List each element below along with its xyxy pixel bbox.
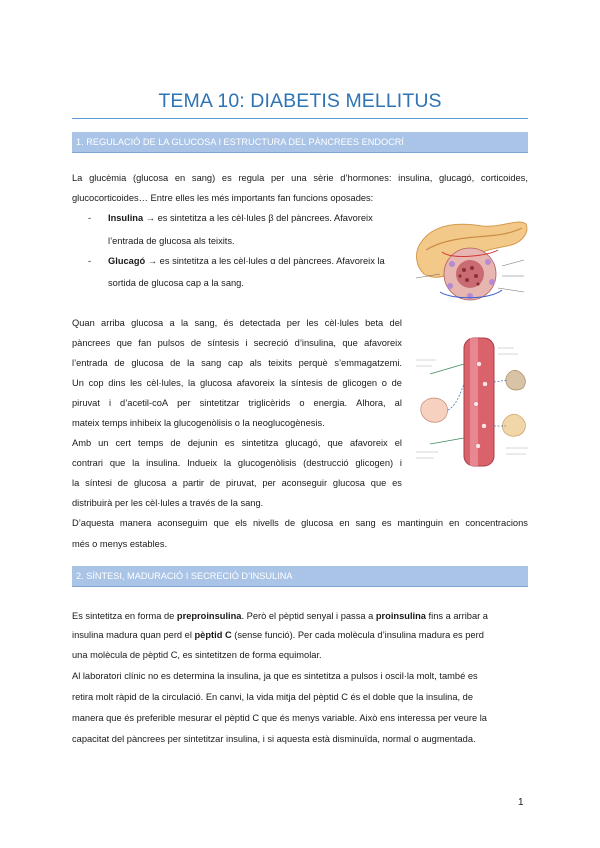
p2-line-1-text-word: a xyxy=(169,318,175,328)
p2-line-9-text-word: piruvat, xyxy=(226,478,257,488)
pancreas-illustration xyxy=(412,204,530,312)
p3-line-1-text-word: de xyxy=(284,518,296,528)
p2-line-2-text-word: pàncrees xyxy=(72,338,111,348)
p2-line-4-text-word: cop xyxy=(88,378,104,388)
p2-line-4-text-word: la xyxy=(279,378,287,388)
p2-line-4-text-word: afavoreix xyxy=(236,378,275,388)
p2-line-9-text-word: de xyxy=(209,478,221,488)
p2-line-10: distribuirà per les cèl·lules a través de la sang. xyxy=(72,498,264,508)
p2-line-3 xyxy=(72,358,402,368)
s1-line-1-text-word: glucagó, xyxy=(439,173,475,183)
p2-line-1-text-word: beta xyxy=(365,318,384,328)
s2-l1e: fins a arribar a xyxy=(425,611,488,621)
p3-line-2: més o menys estables. xyxy=(72,539,168,549)
bullet-insulina-term: Insulina xyxy=(108,213,144,223)
p2-line-1-text-word: glucosa xyxy=(131,318,164,328)
p2-line-9-text-word: partir xyxy=(182,478,205,488)
term-peptid-c: pèptid C xyxy=(194,630,232,640)
p2-line-5 xyxy=(72,398,402,408)
s2-line-4: Al laboratori clínic no es determina la insulina, ja que es sintetitza a pulsos i oscil·la molt, també es xyxy=(72,671,478,681)
s2-l1c: . Però el pèptid senyal i passa a xyxy=(241,611,376,621)
p2-line-3-text-word: de xyxy=(170,358,181,368)
p2-line-3-text-word: cap xyxy=(227,358,243,368)
p3-line-1-text-word: mantinguin xyxy=(397,518,444,528)
p2-line-7-text-word: glucagó, xyxy=(285,438,321,448)
p2-line-2-text-word: fan xyxy=(138,338,152,348)
section-2-heading: 2. SÍNTESI, MADURACIÓ I SECRECIÓ D’INSULINA xyxy=(72,566,528,587)
s2-line-3: una molècula de pèptid C, es sintetitzen de forma equimolar. xyxy=(72,650,322,660)
p2-line-3-text-word: la xyxy=(187,358,195,368)
p2-line-9-text-word: de xyxy=(117,478,129,488)
p2-line-9-text-word: síntesi xyxy=(85,478,112,488)
p2-line-8-text-word: (destrucció xyxy=(303,458,349,468)
p2-line-3-text-word: sang xyxy=(201,358,222,368)
p2-line-1-text-word: arriba xyxy=(101,318,125,328)
p2-line-9 xyxy=(72,478,402,488)
p2-line-1-text-word: detectada xyxy=(239,318,281,328)
p2-line-5-text-word: Alhora, xyxy=(356,398,386,408)
p3-line-1-text-word: en xyxy=(339,518,350,528)
p2-line-2-text-word: que xyxy=(116,338,133,348)
p3-line-1 xyxy=(72,518,528,528)
s2-line-2 xyxy=(72,630,484,640)
s1-line-1-text-word: en xyxy=(174,173,186,183)
s1-line-1-text-word: sang) xyxy=(191,173,216,183)
p2-line-8-text-word: i xyxy=(399,458,402,468)
p2-line-1 xyxy=(72,318,402,328)
p2-line-8-text-word: que xyxy=(109,458,126,468)
s2-l2a: insulina madura quan perd el xyxy=(72,630,195,640)
p3-line-1-text-word: sang xyxy=(355,518,376,528)
p2-line-8-text-word: insulina. xyxy=(146,458,181,468)
p2-line-2-text-word: d’insulina, xyxy=(294,338,337,348)
p2-line-4-text-word: de xyxy=(391,378,402,388)
page-title: TEMA 10: DIABETIS MELLITUS xyxy=(158,90,442,112)
p2-line-3-text-word: als xyxy=(249,358,262,368)
s1-line-1-text-word: una xyxy=(291,173,307,183)
s1-line-1 xyxy=(72,173,528,183)
p2-line-8-text-word: la xyxy=(132,458,140,468)
p3-line-1-text-word: concentracions xyxy=(465,518,528,528)
p2-line-4-text-word: les xyxy=(130,378,142,388)
p2-line-9-text-word: glucosa xyxy=(332,478,365,488)
p2-line-4-text-word: Un xyxy=(72,378,84,388)
p2-line-7-text-word: afavoreix xyxy=(349,438,388,448)
p2-line-1-text-word: Quan xyxy=(72,318,95,328)
s1-line-2: glucocorticoides… Entre elles les més importants fan funcions oposades: xyxy=(72,193,374,203)
p2-line-4-text-word: o xyxy=(381,378,387,388)
bullet-insulina-cont: l’entrada de glucosa als teixits. xyxy=(108,236,235,246)
bullet-glucago-text: → es sintetitza a les cèl·lules α del pàncrees. Afavoreix la xyxy=(147,256,385,266)
p3-line-1-text-word: nivells xyxy=(252,518,279,528)
p2-line-7-text-word: es xyxy=(224,438,235,448)
p2-line-3-text-word: s’emmagatzemi. xyxy=(334,358,402,368)
p2-line-7-text-word: que xyxy=(327,438,343,448)
bullet-dash-2: - xyxy=(88,256,92,266)
p2-line-9-text-word: que xyxy=(370,478,387,488)
p2-line-5-text-word: per xyxy=(177,398,191,408)
p2-line-4-text-word: cèl·lules, xyxy=(146,378,184,388)
p3-line-1-text-word: en xyxy=(449,518,460,528)
p3-line-1-text-word: es xyxy=(381,518,392,528)
s1-line-1-text-word: insulina, xyxy=(398,173,433,183)
p3-line-1-text-word: els xyxy=(235,518,247,528)
p2-line-2-text-word: afavoreix xyxy=(364,338,402,348)
page-number: 1 xyxy=(518,797,524,808)
s2-line-7: capacitat del pàncrees per sintetitzar insulina, i si aquesta està disminuïda, normal o augmentada. xyxy=(72,734,476,744)
p2-line-3-text-word: perquè xyxy=(298,358,328,368)
p2-line-8 xyxy=(72,458,402,468)
p2-line-5-text-word: al xyxy=(394,398,402,408)
p2-line-6: mateix temps inhibeix la glucogenòlisis o la neoglucogènesis. xyxy=(72,418,325,428)
p3-line-1-text-word: glucosa xyxy=(301,518,334,528)
s1-line-1-text-word: corticoides, xyxy=(480,173,528,183)
p2-line-5-text-word: triglicèrids xyxy=(248,398,291,408)
s1-line-1-text-word: es xyxy=(221,173,232,183)
p2-line-5-text-word: energia. xyxy=(313,398,348,408)
p2-line-7-text-word: sintetitza xyxy=(241,438,279,448)
p2-line-2-text-word: de xyxy=(190,338,202,348)
p2-line-7-text-word: un xyxy=(98,438,109,448)
p2-line-2-text-word: pulsos xyxy=(157,338,185,348)
p2-line-7-text-word: cert xyxy=(115,438,131,448)
s2-line-5: retira molt ràpid de la circulació. En canvi, la vida mitja del pèptid C és el doble que la insulina, de xyxy=(72,692,474,702)
section-1-heading: 1. REGULACIÓ DE LA GLUCOSA I ESTRUCTURA DEL PÀNCREES ENDOCRÍ xyxy=(72,132,528,153)
p2-line-7-text-word: de xyxy=(170,438,181,448)
p2-line-3-text-word: l’entrada xyxy=(72,358,108,368)
p2-line-4-text-word: glucosa xyxy=(200,378,233,388)
bullet-dash-1: - xyxy=(88,213,92,223)
s1-line-1-text-word: sèrie xyxy=(313,173,334,183)
p2-line-7 xyxy=(72,438,402,448)
p2-line-1-text-word: del xyxy=(389,318,402,328)
p2-line-2 xyxy=(72,338,402,348)
p2-line-4-text-word: la xyxy=(188,378,196,388)
p2-line-4-text-word: dins xyxy=(108,378,126,388)
p2-line-5-text-word: i xyxy=(108,398,112,408)
p2-line-5-text-word: piruvat xyxy=(72,398,100,408)
s2-l2c: (sense funció). Per cada molècula d’insulina madura es perd xyxy=(231,630,484,640)
p2-line-2-text-word: i xyxy=(245,338,248,348)
p2-line-4-text-word: glicogen xyxy=(342,378,378,388)
p2-line-4 xyxy=(72,378,402,388)
p2-line-8-text-word: contrari xyxy=(72,458,104,468)
p2-line-1-text-word: la xyxy=(180,318,189,328)
bullet-insulina-text: → es sintetitza a les cèl·lules β del pàncrees. Afavoreix xyxy=(145,213,373,223)
s1-line-1-text-word: glucèmia xyxy=(89,173,127,183)
p2-line-4-text-word: síntesis xyxy=(291,378,323,388)
p2-line-9-text-word: glucosa xyxy=(133,478,166,488)
s1-line-1-text-word: per xyxy=(271,173,285,183)
p2-line-1-text-word: per xyxy=(286,318,301,328)
bullet-glucago-term: Glucagó xyxy=(108,256,146,266)
p2-line-1-text-word: les xyxy=(306,318,319,328)
p2-line-9-text-word: a xyxy=(171,478,177,488)
s1-line-1-text-word: La xyxy=(72,173,83,183)
term-proinsulina: proinsulina xyxy=(375,611,426,621)
s2-l1a: Es sintetitza en forma de xyxy=(72,611,177,621)
p2-line-9-text-word: per xyxy=(262,478,276,488)
p2-line-1-text-word: sang, xyxy=(194,318,218,328)
p2-line-5-text-word: d’acetil-coA xyxy=(120,398,169,408)
p2-line-7-text-word: dejunin xyxy=(187,438,218,448)
p2-line-2-text-word: secreció xyxy=(253,338,289,348)
p2-line-7-text-word: Amb xyxy=(72,438,92,448)
p2-line-8-text-word: Indueix xyxy=(187,458,218,468)
p2-line-8-text-word: glucogenòlisis xyxy=(237,458,297,468)
p3-line-1-text-word: manera xyxy=(119,518,152,528)
p3-line-1-text-word: que xyxy=(213,518,230,528)
p2-line-2-text-word: que xyxy=(342,338,358,348)
p2-line-3-text-word: teixits xyxy=(268,358,292,368)
bullet-insulina xyxy=(108,213,373,223)
p2-line-9-text-word: aconseguir xyxy=(281,478,328,488)
p3-line-1-text-word: aconseguim xyxy=(157,518,208,528)
p2-line-9-text-word: la xyxy=(72,478,80,488)
p2-line-3-text-word: de xyxy=(114,358,125,368)
glucose-regulation-illustration xyxy=(410,334,532,470)
p2-line-7-text-word: el xyxy=(394,438,402,448)
s1-line-1-text-word: regula xyxy=(238,173,265,183)
p2-line-7-text-word: temps xyxy=(138,438,164,448)
p2-line-2-text-word: síntesis xyxy=(207,338,240,348)
s2-line-6: manera que és preferible mesurar el pèptid C que és menys variable. Això ens interessa per veure la xyxy=(72,713,487,723)
p2-line-5-text-word: o xyxy=(299,398,305,408)
title-divider xyxy=(72,118,528,119)
s1-line-1-text-word: (glucosa xyxy=(133,173,169,183)
p2-line-8-text-word: la xyxy=(223,458,232,468)
p2-line-8-text-word: glicogen) xyxy=(355,458,394,468)
p2-line-5-text-word: sintetitzar xyxy=(199,398,240,408)
p2-line-1-text-word: és xyxy=(223,318,234,328)
p2-line-3-text-word: glucosa xyxy=(131,358,164,368)
s2-line-1 xyxy=(72,611,488,621)
p2-line-9-text-word: es xyxy=(392,478,402,488)
p3-line-1-text-word: D’aquesta xyxy=(72,518,114,528)
p2-line-4-text-word: de xyxy=(327,378,338,388)
s1-line-1-text-word: d’hormones: xyxy=(340,173,392,183)
bullet-glucago-cont: sortida de glucosa cap a la sang. xyxy=(108,278,244,288)
bullet-glucago xyxy=(108,256,385,266)
term-preproinsulina: preproinsulina xyxy=(176,611,242,621)
p2-line-1-text-word: cèl·lules xyxy=(324,318,359,328)
